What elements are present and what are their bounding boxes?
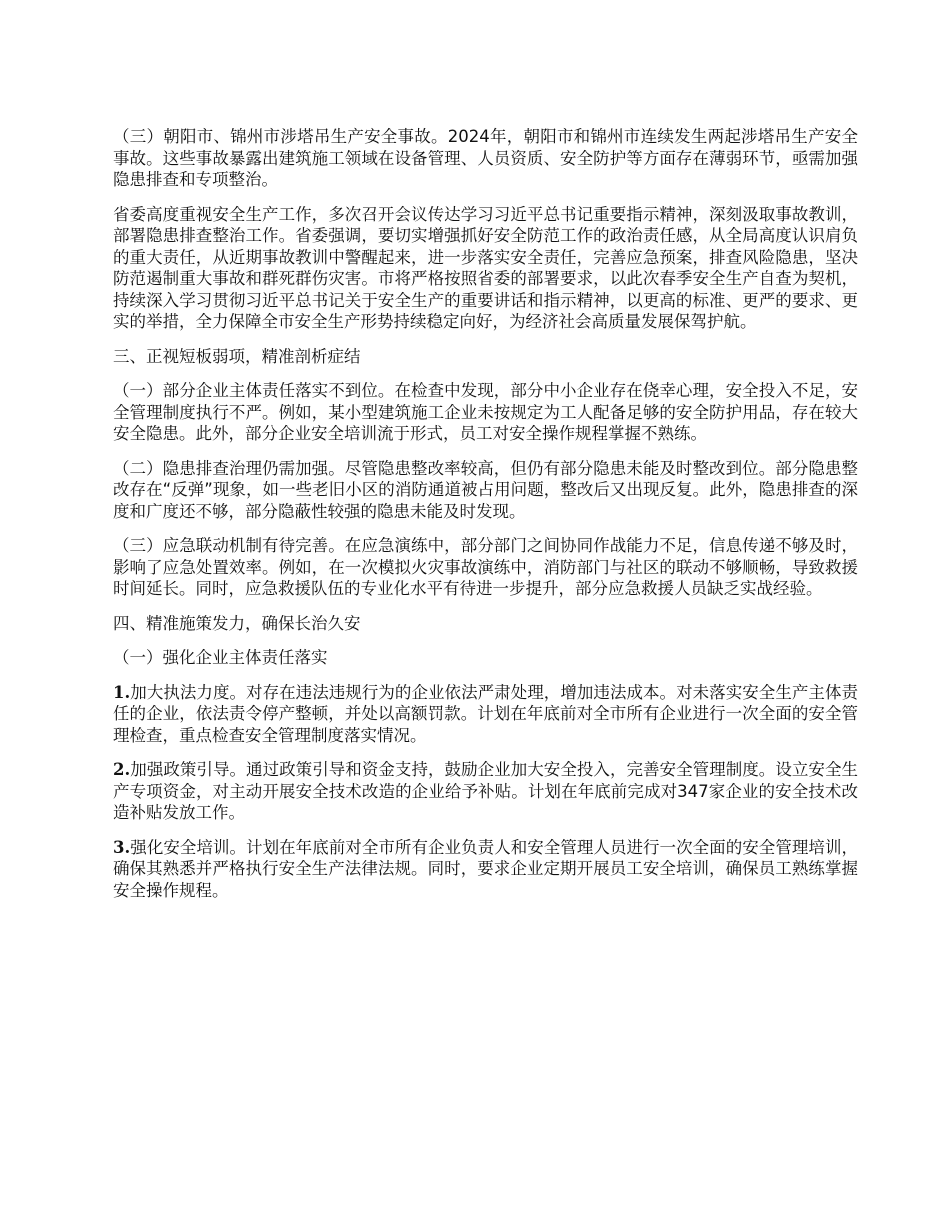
item-text: 强化安全培训。计划在年底前对全市所有企业负责人和安全管理人员进行一次全面的安全管理培训，确保其熟悉并严格执行安全生产法律法规。同时，要求企业定期开展员工安全培训，确保员工熟练掌握安全操作规程。	[113, 837, 858, 900]
paragraph-issue-3: （三）应急联动机制有待完善。在应急演练中，部分部门之间协同作战能力不足，信息传递不够及时，影响了应急处置效率。例如，在一次模拟火灾事故演练中，消防部门与社区的联动不够顺畅，导致救援时间延长。同时，应急救援队伍的专业化水平有待进一步提升，部分应急救援人员缺乏实战经验。	[113, 536, 858, 598]
item-text: 加强政策引导。通过政策引导和资金支持，鼓励企业加大安全投入，完善安全管理制度。设立安全生产专项资金，对主动开展安全技术改造的企业给予补贴。计划在年底前完成对347家企业的安全技术改造补贴发放工作。	[113, 760, 858, 822]
item-number: 1.	[113, 682, 131, 702]
numbered-item-2	[113, 759, 858, 824]
paragraph-provincial-committee: 省委高度重视安全生产工作，多次召开会议传达学习习近平总书记重要指示精神，深刻汲取事故教训，部署隐患排查整治工作。省委强调，要切实增强抓好安全防范工作的政治责任感，从全局高度认识肩负的重大责任，从近期事故教训中警醒起来，进一步落实安全责任，完善应急预案，排查风险隐患，坚决防范遏制重大事故和群死群伤灾害。市将严格按照省委的部署要求，以此次春季安全生产自查为契机，持续深入学习贯彻习近平总书记关于安全生产的重要讲话和指示精神，以更高的标准、更严的要求、更实的举措，全力保障全市安全生产形势持续稳定向好，为经济社会高质量发展保驾护航。	[113, 204, 858, 331]
numbered-item-3	[113, 837, 858, 902]
paragraph-incident-chaoyang-jinzhou: （三）朝阳市、锦州市涉塔吊生产安全事故。2024年，朝阳市和锦州市连续发生两起涉塔吊生产安全事故。这些事故暴露出建筑施工领域在设备管理、人员资质、安全防护等方面存在薄弱环节，亟需加强隐患排查和专项整治。	[113, 127, 858, 189]
numbered-item-1	[113, 682, 858, 747]
document-page	[113, 126, 858, 914]
section-heading-4: 四、精准施策发力，确保长治久安	[113, 613, 361, 633]
item-text: 加大执法力度。对存在违法违规行为的企业依法严肃处理，增加违法成本。对未落实安全生产主体责任的企业，依法责令停产整顿，并处以高额罚款。计划在年底前对全市所有企业进行一次全面的安全管理检查，重点检查安全管理制度落实情况。	[113, 682, 858, 745]
paragraph-issue-2: （二）隐患排查治理仍需加强。尽管隐患整改率较高，但仍有部分隐患未能及时整改到位。部分隐患整改存在“反弹”现象，如一些老旧小区的消防通道被占用问题，整改后又出现反复。此外，隐患排查的深度和广度还不够，部分隐蔽性较强的隐患未能及时发现。	[113, 458, 858, 521]
item-number: 3.	[113, 837, 131, 857]
item-number: 2.	[113, 760, 131, 779]
paragraph-issue-1: （一）部分企业主体责任落实不到位。在检查中发现，部分中小企业存在侥幸心理，安全投入不足，安全管理制度执行不严。例如，某小型建筑施工企业未按规定为工人配备足够的安全防护用品，存在较大安全隐患。此外，部分企业安全培训流于形式，员工对安全操作规程掌握不熟练。	[113, 381, 858, 443]
section-heading-3: 三、正视短板弱项，精准剖析症结	[113, 346, 361, 366]
subsection-heading-1: （一）强化企业主体责任落实	[113, 648, 328, 667]
